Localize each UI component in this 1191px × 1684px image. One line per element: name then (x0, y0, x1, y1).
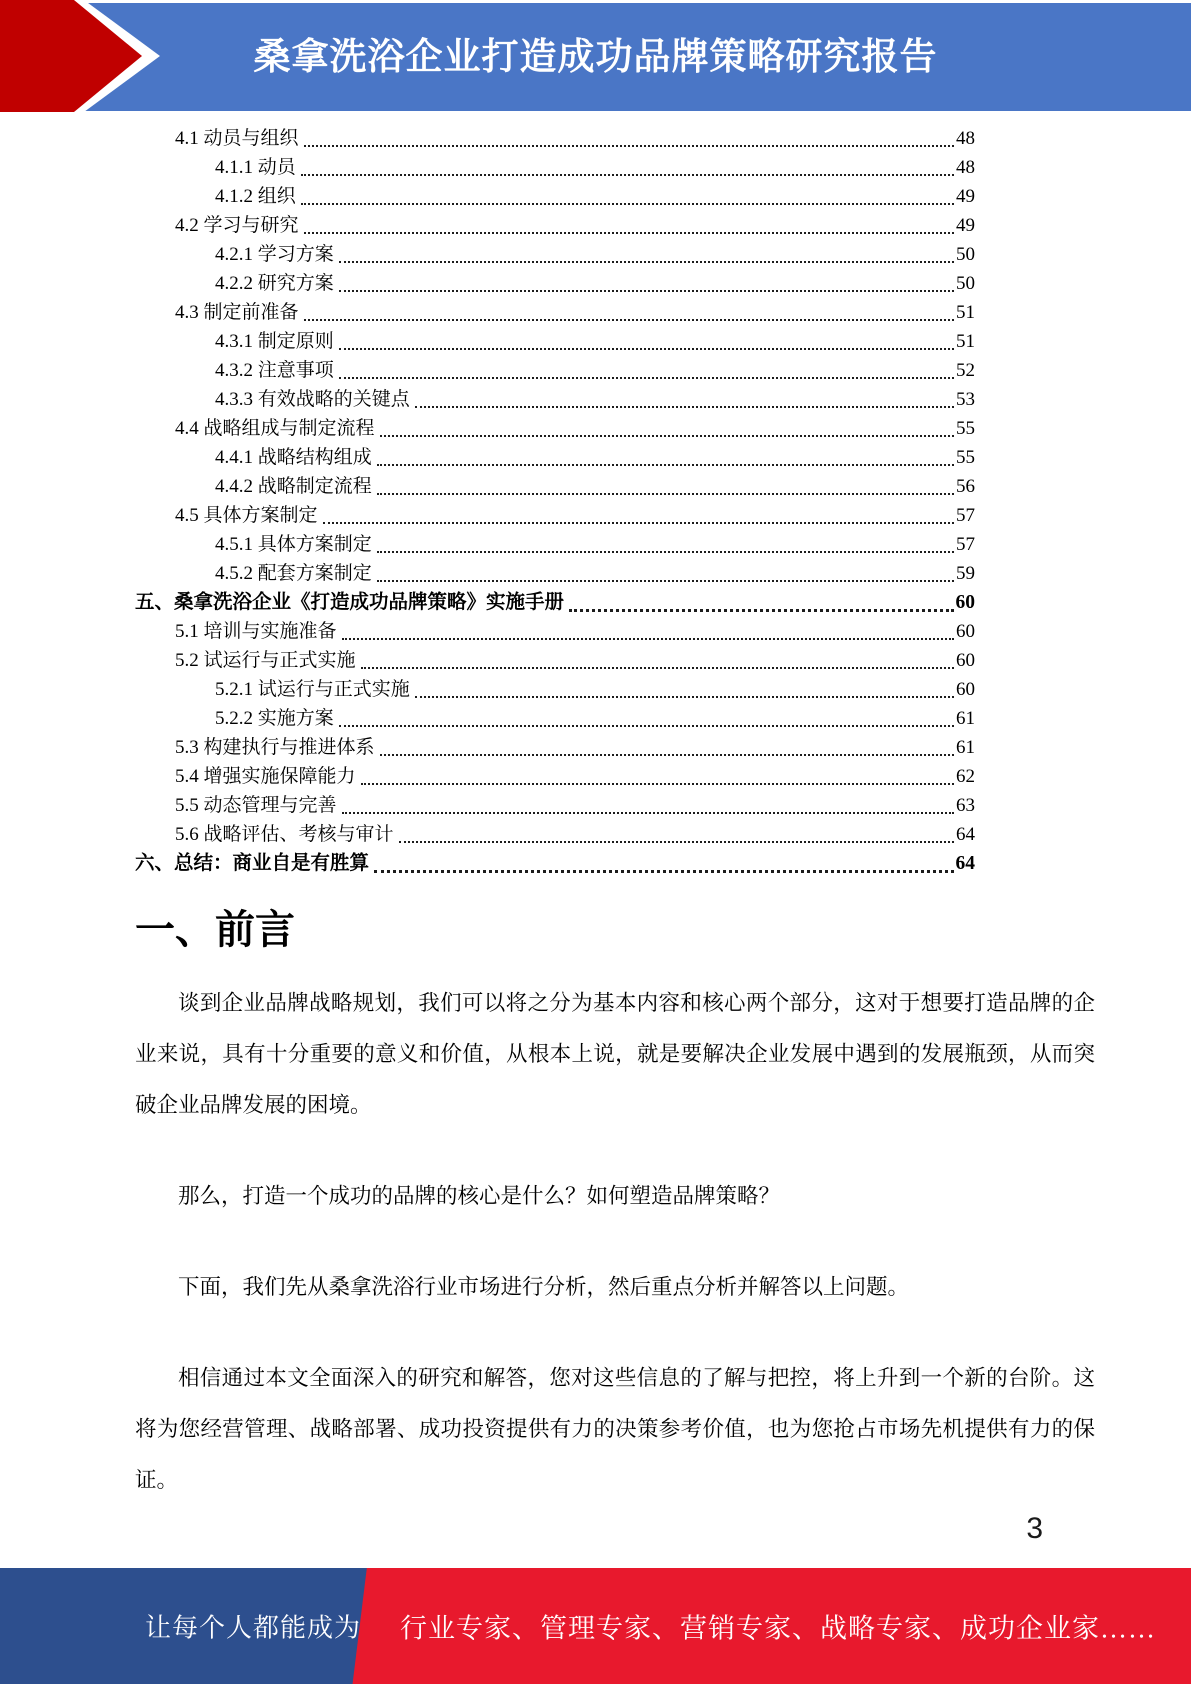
toc-dot-leader (399, 841, 954, 843)
toc-entry-label: 4.5 具体方案制定 (175, 505, 318, 526)
header-banner (0, 3, 1191, 111)
toc-entry-label: 4.2 学习与研究 (175, 215, 299, 236)
toc-entry[interactable] (135, 211, 975, 240)
toc-entry-label: 4.4.2 战略制定流程 (215, 476, 372, 497)
body-paragraph: 相信通过本文全面深入的研究和解答，您对这些信息的了解与把控，将上升到一个新的台阶。这将为您经营管理、战略部署、成功投资提供有力的决策参考价值，也为您抢占市场先机提供有力的保证。 (135, 1366, 1095, 1492)
toc-dot-leader (374, 870, 953, 873)
toc-entry-label: 5.2.2 实施方案 (215, 708, 334, 729)
toc-entry-label: 5.2 试运行与正式实施 (175, 650, 356, 671)
toc-entry-page: 61 (956, 737, 975, 758)
toc-entry-label: 4.5.1 具体方案制定 (215, 534, 372, 555)
toc-entry-page: 50 (956, 273, 975, 294)
toc-entry[interactable] (135, 298, 975, 327)
toc-dot-leader (380, 754, 954, 756)
toc-entry-page: 60 (956, 650, 975, 671)
toc-entry-page: 48 (956, 128, 975, 149)
toc-entry-label: 5.2.1 试运行与正式实施 (215, 679, 410, 700)
toc-dot-leader (415, 406, 954, 408)
toc-entry[interactable] (135, 414, 975, 443)
toc-entry-label: 5.5 动态管理与完善 (175, 795, 337, 816)
toc-entry-label: 4.3.1 制定原则 (215, 331, 334, 352)
toc-dot-leader (339, 725, 954, 727)
toc-entry-label: 4.2.2 研究方案 (215, 273, 334, 294)
toc-dot-leader (304, 319, 954, 321)
toc-entry-label: 4.2.1 学习方案 (215, 244, 334, 265)
toc-dot-leader (339, 261, 954, 263)
toc-entry[interactable] (135, 820, 975, 849)
toc-entry-page: 63 (956, 795, 975, 816)
toc-entry-label: 5.6 战略评估、考核与审计 (175, 824, 394, 845)
toc-entry-page: 53 (956, 389, 975, 410)
toc-entry[interactable] (135, 385, 975, 414)
toc-entry[interactable] (135, 501, 975, 530)
toc-entry[interactable] (135, 472, 975, 501)
toc-entry[interactable] (135, 269, 975, 298)
toc-entry[interactable] (135, 675, 975, 704)
toc-dot-leader (361, 667, 954, 669)
toc-entry-label: 4.3.2 注意事项 (215, 360, 334, 381)
toc-entry-label: 4.3 制定前准备 (175, 302, 299, 323)
toc-entry-page: 64 (955, 853, 975, 874)
toc-entry-page: 61 (956, 708, 975, 729)
toc-entry-page: 60 (956, 621, 975, 642)
toc-entry[interactable] (135, 327, 975, 356)
toc-entry-label: 4.4 战略组成与制定流程 (175, 418, 375, 439)
toc-entry-label: 4.4.1 战略结构组成 (215, 447, 372, 468)
toc-entry-label: 五、桑拿洗浴企业《打造成功品牌策略》实施手册 (135, 592, 565, 613)
toc-dot-leader (304, 232, 954, 234)
toc-dot-leader (377, 551, 954, 553)
body-text (135, 978, 1095, 1546)
toc-entry[interactable] (135, 240, 975, 269)
toc-entry-page: 52 (956, 360, 975, 381)
table-of-contents (135, 124, 975, 878)
toc-entry-label: 4.3.3 有效战略的关键点 (215, 389, 410, 410)
toc-dot-leader (380, 435, 954, 437)
toc-entry[interactable] (135, 443, 975, 472)
toc-dot-leader (304, 145, 954, 147)
toc-dot-leader (301, 174, 954, 176)
footer-banner (0, 1568, 1191, 1684)
toc-entry-label: 5.1 培训与实施准备 (175, 621, 337, 642)
toc-dot-leader (377, 464, 954, 466)
toc-entry-page: 51 (956, 331, 975, 352)
toc-entry-page: 60 (956, 679, 975, 700)
toc-entry[interactable] (135, 849, 975, 878)
toc-entry[interactable] (135, 530, 975, 559)
body-paragraph: 谈到企业品牌战略规划，我们可以将之分为基本内容和核心两个部分，这对于想要打造品牌的企业来说，具有十分重要的意义和价值，从根本上说，就是要解决企业发展中遇到的发展瓶颈，从而突破企业品牌发展的困境。 (135, 991, 1095, 1117)
toc-dot-leader (339, 377, 954, 379)
toc-entry-page: 64 (956, 824, 975, 845)
toc-dot-leader (415, 696, 954, 698)
toc-entry-page: 49 (956, 215, 975, 236)
toc-dot-leader (342, 638, 954, 640)
toc-entry-page: 51 (956, 302, 975, 323)
toc-entry[interactable] (135, 153, 975, 182)
toc-dot-leader (377, 493, 954, 495)
toc-entry-page: 50 (956, 244, 975, 265)
body-paragraph: 下面，我们先从桑拿洗浴行业市场进行分析，然后重点分析并解答以上问题。 (178, 1275, 910, 1299)
toc-entry[interactable] (135, 791, 975, 820)
toc-entry-page: 55 (956, 418, 975, 439)
toc-entry[interactable] (135, 646, 975, 675)
toc-entry-page: 48 (956, 157, 975, 178)
toc-entry-label: 4.1.1 动员 (215, 157, 296, 178)
toc-entry-label: 4.1 动员与组织 (175, 128, 299, 149)
footer-slogan-right: 行业专家、管理专家、营销专家、战略专家、成功企业家…… (400, 1613, 1156, 1644)
section-heading: 一、前言 (135, 908, 295, 952)
toc-entry-label: 5.4 增强实施保障能力 (175, 766, 356, 787)
toc-dot-leader (342, 812, 954, 814)
toc-entry-label: 5.3 构建执行与推进体系 (175, 737, 375, 758)
toc-entry-label: 4.1.2 组织 (215, 186, 296, 207)
toc-entry-page: 49 (956, 186, 975, 207)
toc-entry-page: 57 (956, 534, 975, 555)
toc-entry-page: 57 (956, 505, 975, 526)
toc-entry[interactable] (135, 733, 975, 762)
page-number: 3 (1026, 1512, 1043, 1545)
toc-entry-page: 55 (956, 447, 975, 468)
toc-entry[interactable] (135, 124, 975, 153)
toc-entry[interactable] (135, 588, 975, 617)
body-paragraph: 那么，打造一个成功的品牌的核心是什么？如何塑造品牌策略？ (178, 1184, 781, 1208)
toc-dot-leader (361, 783, 954, 785)
toc-entry-label: 4.5.2 配套方案制定 (215, 563, 372, 584)
report-title: 桑拿洗浴企业打造成功品牌策略研究报告 (253, 36, 938, 77)
toc-dot-leader (323, 522, 954, 524)
toc-dot-leader (569, 609, 953, 612)
toc-entry-page: 59 (956, 563, 975, 584)
footer-slogan-left: 让每个人都能成为 (145, 1613, 362, 1643)
toc-entry-page: 62 (956, 766, 975, 787)
toc-entry[interactable] (135, 182, 975, 211)
toc-dot-leader (339, 348, 954, 350)
toc-entry[interactable] (135, 356, 975, 385)
toc-entry-page: 56 (956, 476, 975, 497)
toc-entry[interactable] (135, 762, 975, 791)
toc-dot-leader (339, 290, 954, 292)
toc-dot-leader (301, 203, 954, 205)
toc-entry[interactable] (135, 617, 975, 646)
toc-entry[interactable] (135, 559, 975, 588)
toc-entry[interactable] (135, 704, 975, 733)
toc-entry-page: 60 (955, 592, 975, 613)
toc-entry-label: 六、总结：商业自是有胜算 (135, 853, 370, 874)
toc-dot-leader (377, 580, 954, 582)
